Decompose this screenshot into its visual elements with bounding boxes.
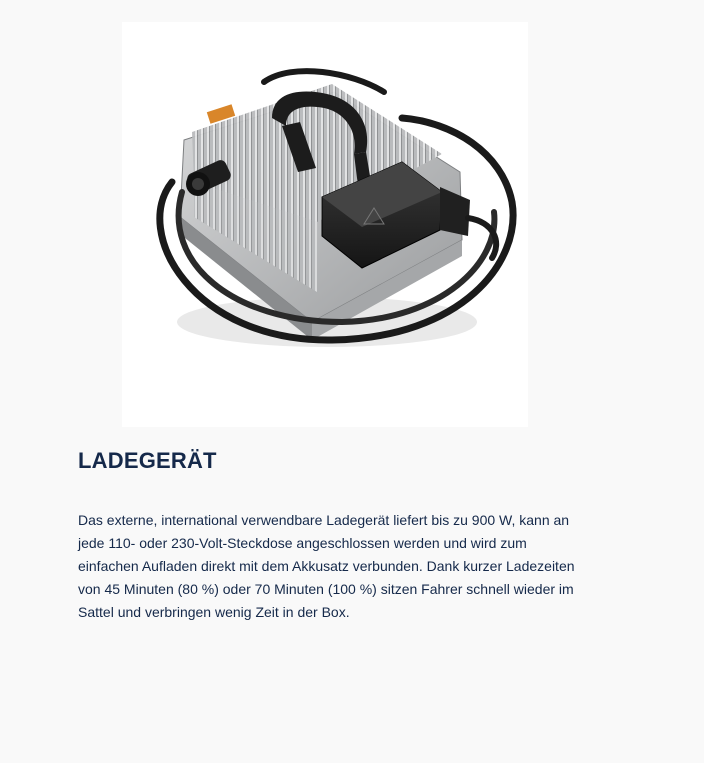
section-description: Das externe, international verwendbare Ladegerät liefert bis zu 900 W, kann an jede 110- oder 230-Volt-Steckdose angeschlossen werden und wird zum einfachen Aufladen direkt mit dem Akkusatz verbunden. Dank kurzer Ladezeiten von 45 Minuten (80 %) oder 70 Minuten (100 %) sitzen Fahrer schnell wieder im Sattel und verbringen wenig Zeit in der Box. — [78, 512, 575, 620]
product-image — [122, 22, 528, 427]
section-title: LADEGERÄT — [78, 448, 217, 473]
charger-illustration — [122, 22, 528, 427]
